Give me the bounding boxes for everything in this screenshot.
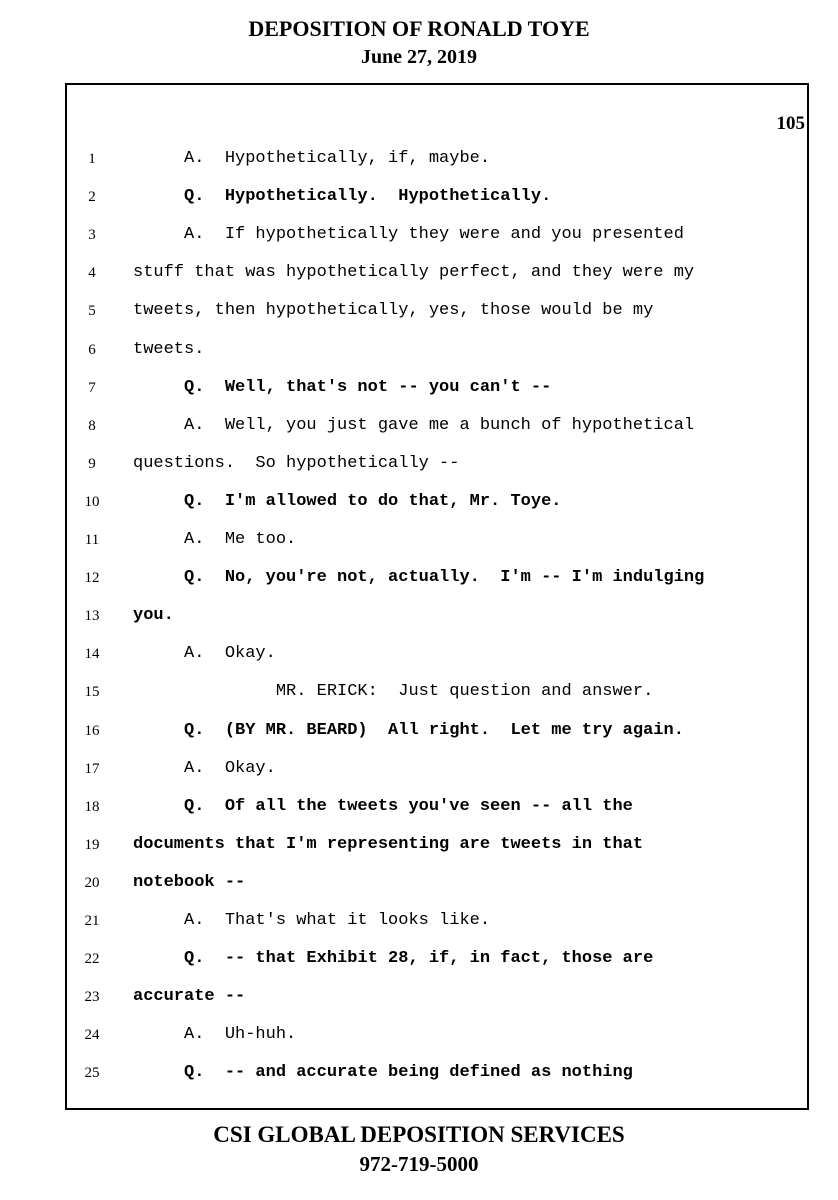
transcript-line — [67, 490, 807, 518]
transcript-line — [67, 680, 807, 708]
transcript-page — [65, 83, 809, 1110]
line-text: you. — [133, 606, 174, 626]
transcript-line — [67, 223, 807, 251]
line-text: Q. -- that Exhibit 28, if, in fact, those are — [133, 949, 654, 969]
transcript-line — [67, 261, 807, 289]
line-text: Q. Well, that's not -- you can't -- — [133, 377, 552, 397]
line-text: A. Uh-huh. — [133, 1025, 297, 1045]
transcript-line — [67, 604, 807, 632]
line-number: 16 — [84, 722, 100, 739]
line-number: 20 — [84, 874, 100, 891]
company-phone: 972-719-5000 — [359, 1152, 479, 1176]
transcript-line — [67, 833, 807, 861]
transcript-line — [67, 719, 807, 747]
transcript-line — [67, 414, 807, 442]
line-number: 17 — [84, 760, 100, 777]
line-text: Q. Of all the tweets you've seen -- all the — [133, 796, 633, 816]
transcript-line — [67, 452, 807, 480]
line-number: 9 — [88, 455, 96, 472]
line-text: Q. I'm allowed to do that, Mr. Toye. — [133, 491, 562, 511]
line-number: 2 — [88, 189, 96, 206]
transcript-line — [67, 1061, 807, 1089]
line-number: 12 — [84, 570, 100, 587]
page-number: 105 — [776, 113, 805, 134]
line-text: A. Hypothetically, if, maybe. — [133, 149, 491, 168]
line-number: 19 — [84, 836, 100, 853]
transcript-line — [67, 1023, 807, 1051]
transcript-line — [67, 299, 807, 327]
line-text: notebook -- — [133, 872, 246, 892]
deposition-title: DEPOSITION OF RONALD TOYE — [248, 16, 590, 41]
line-text: documents that I'm representing are tweets in that — [133, 834, 644, 854]
transcript-line — [67, 757, 807, 785]
line-text: Q. -- and accurate being defined as nothing — [133, 1063, 633, 1083]
line-text: questions. So hypothetically -- — [133, 453, 460, 473]
line-text: A. If hypothetically they were and you presented — [133, 225, 684, 245]
line-number: 1 — [88, 151, 96, 167]
deposition-date: June 27, 2019 — [360, 46, 478, 68]
line-text: A. That's what it looks like. — [133, 911, 491, 930]
line-text: A. Well, you just gave me a bunch of hypothetical — [133, 415, 695, 435]
line-number: 15 — [84, 684, 100, 701]
line-number: 13 — [84, 608, 100, 625]
transcript-line — [67, 642, 807, 670]
line-number: 22 — [84, 951, 100, 968]
line-number: 23 — [84, 989, 100, 1006]
transcript-line — [67, 338, 807, 366]
transcript-line — [67, 947, 807, 975]
line-number: 4 — [88, 265, 96, 282]
line-text: A. Okay. — [133, 644, 276, 664]
line-number: 25 — [84, 1065, 100, 1082]
line-number: 8 — [88, 417, 96, 434]
transcript-line — [67, 185, 807, 213]
line-number: 14 — [84, 646, 100, 663]
line-number: 3 — [88, 227, 96, 244]
transcript-line — [67, 909, 807, 937]
line-number: 11 — [84, 532, 100, 548]
transcript-line — [67, 795, 807, 823]
line-text: Q. No, you're not, actually. I'm -- I'm indulging — [133, 568, 705, 588]
line-text: tweets. — [133, 339, 205, 359]
line-text: Q. Hypothetically. Hypothetically. — [133, 187, 552, 207]
transcript-line — [67, 566, 807, 594]
transcript-line — [67, 376, 807, 404]
line-number: 7 — [88, 379, 96, 396]
line-number: 10 — [84, 493, 100, 510]
line-text: stuff that was hypothetically perfect, and they were my — [133, 263, 695, 283]
transcript-line — [67, 147, 807, 175]
line-text: A. Okay. — [133, 758, 276, 778]
transcript-line — [67, 985, 807, 1013]
line-number: 5 — [88, 303, 96, 320]
line-number: 18 — [84, 798, 100, 815]
line-number: 21 — [84, 913, 100, 929]
line-text: A. Me too. — [133, 530, 297, 549]
line-text: Q. (BY MR. BEARD) All right. Let me try again. — [133, 720, 684, 740]
line-number: 24 — [84, 1027, 100, 1044]
company-name: CSI GLOBAL DEPOSITION SERVICES — [213, 1122, 625, 1147]
line-text: MR. ERICK: Just question and answer. — [133, 682, 654, 702]
line-number: 6 — [88, 341, 96, 358]
transcript-line — [67, 528, 807, 556]
transcript-line — [67, 871, 807, 899]
line-text: tweets, then hypothetically, yes, those would be my — [133, 301, 654, 321]
line-text: accurate -- — [133, 987, 246, 1007]
